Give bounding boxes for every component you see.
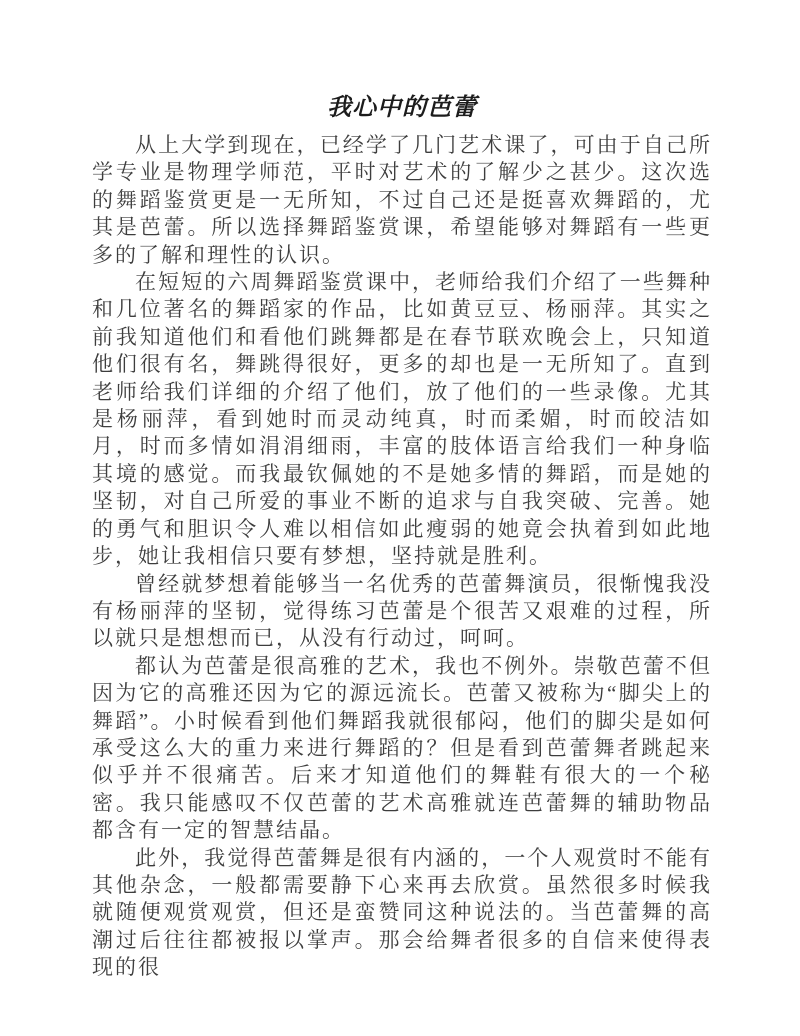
essay-paragraph: 曾经就梦想着能够当一名优秀的芭蕾舞演员，很惭愧我没有杨丽萍的坚韧，觉得练习芭蕾是个很苦又艰难的过程，所以就只是想想而已，从没有行动过，呵呵。 bbox=[92, 571, 712, 651]
essay-paragraph: 从上大学到现在，已经学了几门艺术课了，可由于自己所学专业是物理学师范，平时对艺术的了解少之甚少。这次选的舞蹈鉴赏更是一无所知，不过自己还是挺喜欢舞蹈的，尤其是芭蕾。所以选择舞蹈鉴赏课，希望能够对舞蹈有一些更多的了解和理性的认识。 bbox=[92, 133, 712, 267]
essay-paragraph: 都认为芭蕾是很高雅的艺术，我也不例外。崇敬芭蕾不但因为它的高雅还因为它的源远流长。芭蕾又被称为“脚尖上的舞蹈”。小时候看到他们舞蹈我就很郁闷，他们的脚尖是如何承受这么大的重力来进行舞蹈的？但是看到芭蕾舞者跳起来似乎并不很痛苦。后来才知道他们的舞鞋有很大的一个秘密。我只能感叹不仅芭蕾的艺术高雅就连芭蕾舞的辅助物品都含有一定的智慧结晶。 bbox=[92, 653, 712, 843]
document-title: 我心中的芭蕾 bbox=[327, 95, 477, 121]
essay-paragraph: 在短短的六周舞蹈鉴赏课中，老师给我们介绍了一些舞种和几位著名的舞蹈家的作品，比如黄豆豆、杨丽萍。其实之前我知道他们和看他们跳舞都是在春节联欢晚会上，只知道他们很有名，舞跳得很好，更多的却也是一无所知了。直到老师给我们详细的介绍了他们，放了他们的一些录像。尤其是杨丽萍，看到她时而灵动纯真，时而柔媚，时而皎洁如月，时而多情如涓涓细雨，丰富的肢体语言给我们一种身临其境的感觉。而我最钦佩她的不是她多情的舞蹈，而是她的坚韧，对自己所爱的事业不断的追求与自我突破、完善。她的勇气和胆识令人难以相信如此瘦弱的她竟会执着到如此地步，她让我相信只要有梦想，坚持就是胜利。 bbox=[92, 270, 712, 569]
essay-paragraph: 此外，我觉得芭蕾舞是很有内涵的，一个人观赏时不能有其他杂念，一般都需要静下心来再去欣赏。虽然很多时候我就随便观赏观赏，但还是蛮赞同这种说法的。当芭蕾舞的高潮过后往往都被报以掌声。那会给舞者很多的自信来使得表现的很 bbox=[92, 845, 712, 980]
